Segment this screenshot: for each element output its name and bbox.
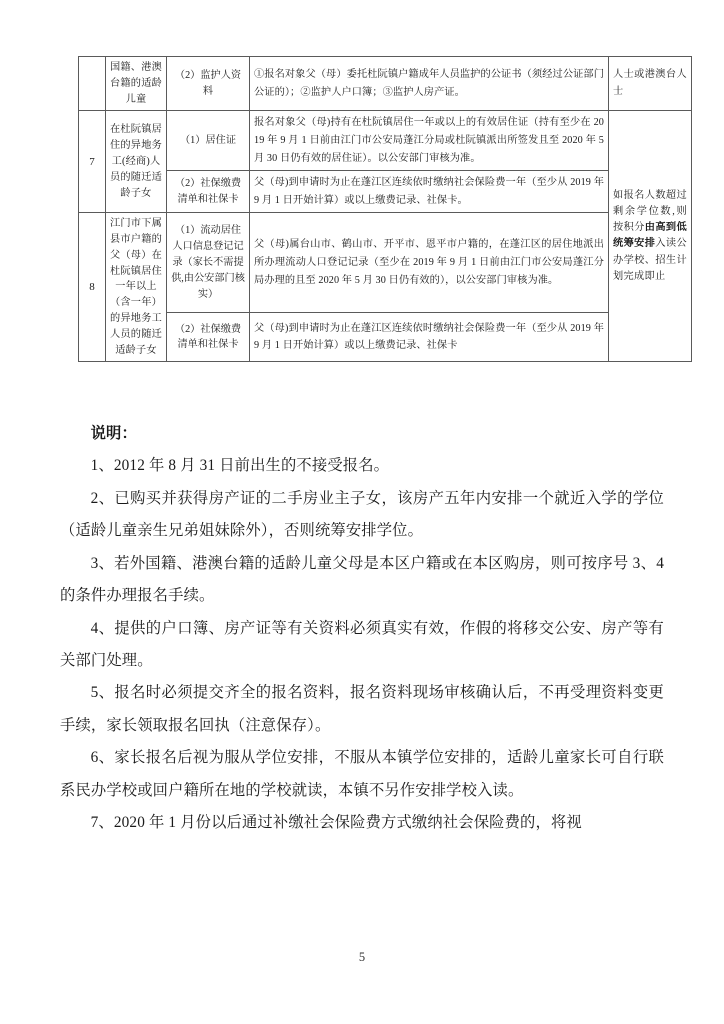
merged-note-cell	[609, 111, 692, 362]
description-cell: ①报名对象父（母）委托杜阮镇户籍成年人员监护的公证书（须经过公证部门公证的）；②监护人户口簿；③监护人房产证。	[250, 57, 609, 111]
note-item-7: 7、2020 年 1 月份以后通过补缴社会保险费方式缴纳社会保险费的，将视	[90, 814, 582, 832]
description-cell: 父（母)属台山市、鹤山市、开平市、恩平市户籍的，在蓬江区的居住地派出所办理流动人口登记记录（至少在 2019 年 9 月 1 日前由江门市公安局蓬江分局办理的且至 2020 年 5 月 30 日仍有效的），以公安部门审核为准。	[250, 213, 609, 313]
page-number: 5	[358, 950, 366, 964]
merged-note-prefix: 如报名人数超过剩余学位数,则按积分	[613, 189, 687, 234]
material-cell: （2）社保缴费清单和社保卡	[167, 171, 250, 213]
material-cell: （2）监护人资料	[167, 57, 250, 111]
table-row	[79, 111, 692, 171]
merged-note-suffix: 入读公办学校、招生计划完成即止	[613, 238, 687, 283]
notes-section	[60, 418, 664, 839]
material-cell: （1）居住证	[167, 111, 250, 171]
note-item-4: 4、提供的户口簿、房产证等有关资料必须真实有效，作假的将移交公安、房产等有关部门处理。	[60, 619, 664, 669]
merged-note-emphasis: 由高到低统筹安排	[613, 222, 688, 250]
note-item-5: 5、报名时必须提交齐全的报名资料，报名资料现场审核确认后，不再受理资料变更手续，家长领取报名回执（注意保存）。	[60, 684, 664, 734]
table-row	[79, 213, 692, 313]
description-cell: 父（母)到申请时为止在蓬江区连续依时缴纳社会保险费一年（至少从 2019 年 9 月 1 日开始计算）或以上缴费记录、社保卡。	[250, 171, 609, 213]
material-cell: （2）社保缴费清单和社保卡	[167, 313, 250, 362]
table-row	[79, 313, 692, 362]
table-row	[79, 57, 692, 111]
note-item-3: 3、若外国籍、港澳台籍的适龄儿童父母是本区户籍或在本区购房，则可按序号 3、4 的条件办理报名手续。	[60, 554, 664, 605]
category-cell: 国籍、港澳台籍的适龄儿童	[106, 57, 167, 111]
category-cell: 在杜阮镇居住的异地务工(经商)人员的随迁适龄子女	[106, 111, 167, 213]
description-cell: 父（母)到申请时为止在蓬江区连续依时缴纳社会保险费一年（至少从 2019 年 9 月 1 日开始计算）或以上缴费记录、社保卡	[250, 313, 609, 362]
enrollment-requirements-table	[78, 56, 692, 362]
note-item-6: 6、家长报名后视为服从学位安排，不服从本镇学位安排的，适龄儿童家长可自行联系民办学校或回户籍所在地的学校就读，本镇不另作安排学校入读。	[60, 749, 664, 799]
category-cell: 江门市下属县市户籍的父（母）在杜阮镇居住一年以上（含一年）的异地务工人员的随迁适龄子女	[106, 213, 167, 362]
description-cell: 报名对象父（母)持有在杜阮镇居住一年或以上的有效居住证（持有至少在 2019 年 9 月 1 日前由江门市公安局蓬江分局或杜阮镇派出所签发且至 2020 年 5 月 30 日仍有效的居住证）。以公安部门审核为准。	[250, 111, 609, 171]
material-cell: （1）流动居住人口信息登记记录（家长不需提供,由公安部门核实）	[167, 213, 250, 313]
notes-heading: 说明：	[90, 425, 137, 442]
note-item-2: 2、已购买并获得房产证的二手房业主子女，该房产五年内安排一个就近入学的学位（适龄儿童亲生兄弟姐妹除外），否则统筹安排学位。	[60, 489, 664, 540]
note-cell: 人士或港澳台人士	[609, 57, 692, 111]
table-row	[79, 171, 692, 213]
note-item-1: 1、2012 年 8 月 31 日前出生的不接受报名。	[90, 457, 390, 475]
row-number-cell	[79, 57, 106, 111]
row-number-cell: 8	[79, 213, 106, 362]
row-number-cell: 7	[79, 111, 106, 213]
